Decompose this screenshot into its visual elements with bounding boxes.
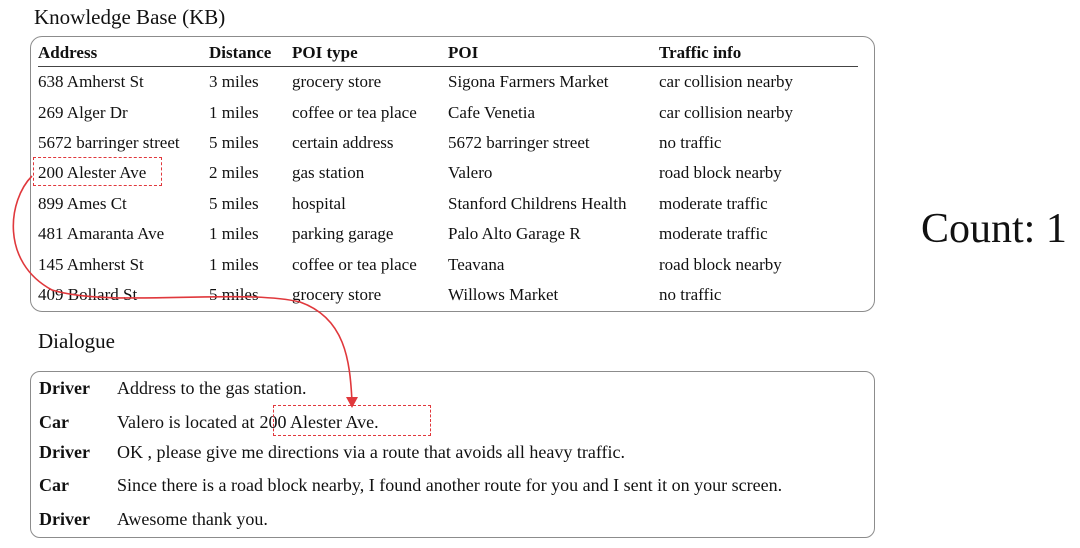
cell-traffic: car collision nearby — [659, 72, 794, 92]
cell-traffic: moderate traffic — [659, 224, 768, 244]
speaker-label: Car — [39, 412, 69, 432]
dialogue-turn — [39, 507, 268, 531]
table-row — [38, 128, 858, 158]
cell-poi-type: certain address — [292, 132, 394, 152]
cell-traffic: road block nearby — [659, 254, 782, 274]
table-row — [38, 219, 858, 249]
highlighted-utterance-address: 200 Alester Ave. — [259, 412, 379, 432]
utterance-text: Valero is located at — [117, 412, 255, 432]
dialogue-turn — [39, 376, 306, 400]
cell-traffic: car collision nearby — [659, 102, 794, 122]
cell-traffic: no traffic — [659, 284, 722, 304]
cell-poi-type: gas station — [292, 163, 365, 183]
table-row — [38, 249, 858, 279]
dialogue-title: Dialogue — [38, 329, 115, 353]
cell-poi-type: grocery store — [292, 284, 382, 304]
dialogue-address-highlight-box — [273, 405, 431, 436]
cell-distance: 2 miles — [209, 163, 259, 183]
cell-traffic: road block nearby — [659, 163, 782, 183]
header-poi: POI — [448, 40, 659, 67]
cell-address: 638 Amherst St — [38, 72, 144, 92]
header-traffic-info: Traffic info — [659, 40, 858, 67]
cell-distance: 3 miles — [209, 72, 259, 92]
utterance-text: Awesome thank you. — [117, 509, 268, 529]
cell-poi: Cafe Venetia — [448, 102, 536, 122]
kb-address-highlight-box — [33, 157, 162, 186]
cell-address: 481 Amaranta Ave — [38, 224, 165, 244]
utterance-text: Since there is a road block nearby, I found another route for you and I sent it on your screen. — [117, 475, 783, 495]
cell-distance: 1 miles — [209, 254, 259, 274]
cell-distance: 1 miles — [209, 224, 259, 244]
table-row — [38, 189, 858, 219]
header-address: Address — [38, 40, 209, 67]
table-row — [38, 97, 858, 127]
cell-poi: 5672 barringer street — [448, 132, 590, 152]
cell-poi-type: parking garage — [292, 224, 394, 244]
speaker-label: Driver — [39, 442, 90, 462]
cell-distance: 5 miles — [209, 193, 259, 213]
cell-poi-type: hospital — [292, 193, 346, 213]
utterance-text: Address to the gas station. — [117, 378, 307, 398]
table-row — [38, 67, 858, 98]
cell-poi: Teavana — [448, 254, 505, 274]
speaker-label: Driver — [39, 509, 90, 529]
kb-title: Knowledge Base (KB) — [34, 5, 226, 29]
header-poi-type: POI type — [292, 40, 448, 67]
kb-header-row — [38, 40, 858, 67]
dialogue-turn — [39, 473, 782, 497]
speaker-label: Driver — [39, 378, 90, 398]
cell-poi-type: coffee or tea place — [292, 254, 417, 274]
cell-address: 145 Amherst St — [38, 254, 144, 274]
cell-poi-type: coffee or tea place — [292, 102, 417, 122]
cell-traffic: moderate traffic — [659, 193, 768, 213]
dialogue-container — [30, 371, 875, 538]
cell-poi: Palo Alto Garage R — [448, 224, 581, 244]
count-label: Count: 1 — [921, 206, 1067, 252]
cell-traffic: no traffic — [659, 132, 722, 152]
cell-poi: Willows Market — [448, 284, 559, 304]
cell-address: 409 Bollard St — [38, 284, 138, 304]
table-row — [38, 280, 858, 310]
cell-poi: Sigona Farmers Market — [448, 72, 609, 92]
cell-distance: 1 miles — [209, 102, 259, 122]
cell-address: 5672 barringer street — [38, 132, 180, 152]
cell-address: 899 Ames Ct — [38, 193, 127, 213]
highlighted-address: 200 Alester Ave — [38, 163, 147, 183]
cell-poi-type: grocery store — [292, 72, 382, 92]
cell-poi: Stanford Childrens Health — [448, 193, 627, 213]
cell-poi: Valero — [448, 163, 493, 183]
speaker-label: Car — [39, 475, 69, 495]
cell-distance: 5 miles — [209, 132, 259, 152]
cell-distance: 5 miles — [209, 284, 259, 304]
dialogue-turn — [39, 440, 625, 464]
utterance-text: OK , please give me directions via a route that avoids all heavy traffic. — [117, 442, 625, 462]
cell-address: 269 Alger Dr — [38, 102, 128, 122]
header-distance: Distance — [209, 40, 292, 67]
